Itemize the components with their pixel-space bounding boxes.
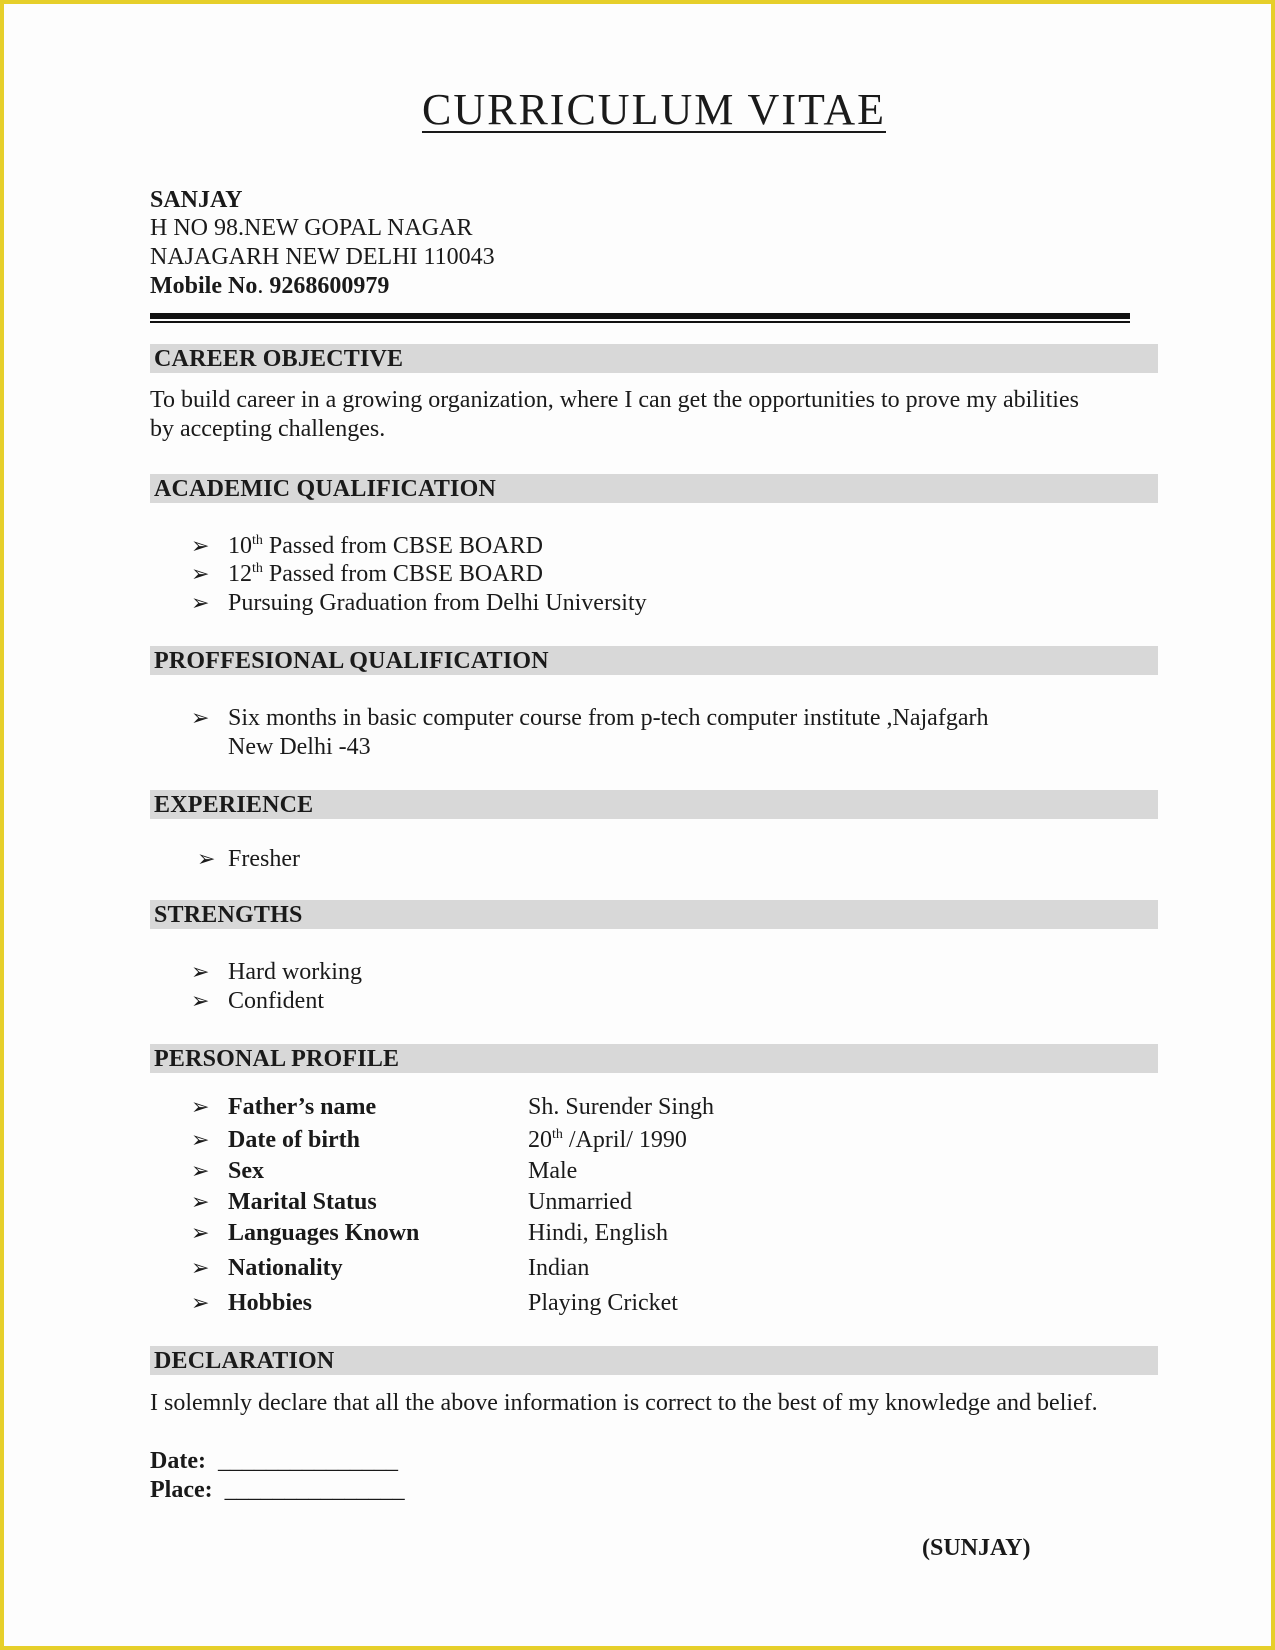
arrow-bullet-icon: ➢ bbox=[191, 1158, 210, 1183]
dob-month-year: /April/ 1990 bbox=[562, 1127, 687, 1153]
section-bar-declaration bbox=[150, 1346, 1158, 1375]
place-blank: _______________ bbox=[224, 1477, 405, 1503]
arrow-bullet-icon: ➢ bbox=[191, 705, 210, 730]
list-item: Fresher bbox=[228, 846, 300, 872]
fathers-name-label: Father’s name bbox=[228, 1094, 377, 1120]
section-heading: ACADEMIC QUALIFICATION bbox=[154, 476, 496, 502]
list-item bbox=[228, 560, 543, 588]
date-label: Date: bbox=[150, 1448, 206, 1474]
date-blank: _______________ bbox=[217, 1448, 398, 1474]
section-bar-professional bbox=[150, 646, 1158, 675]
section-bar-personal-profile bbox=[150, 1044, 1158, 1073]
list-item: Hard working bbox=[228, 959, 362, 985]
section-bar-experience bbox=[150, 790, 1158, 819]
section-heading: PERSONAL PROFILE bbox=[154, 1046, 400, 1072]
qualification-number: 10 bbox=[228, 533, 252, 559]
list-item: Confident bbox=[228, 988, 324, 1014]
arrow-bullet-icon: ➢ bbox=[191, 1290, 210, 1315]
section-heading: STRENGTHS bbox=[154, 902, 303, 928]
objective-line-1: To build career in a growing organization, where I can get the opportunities to prove my abilities bbox=[150, 387, 1079, 413]
section-bar-strengths bbox=[150, 900, 1158, 929]
arrow-bullet-icon: ➢ bbox=[191, 1094, 210, 1119]
address-line-1: H NO 98.NEW GOPAL NAGAR bbox=[150, 215, 473, 241]
qualification-number: 12 bbox=[228, 561, 252, 587]
arrow-bullet-icon: ➢ bbox=[191, 1189, 210, 1214]
declaration-text: I solemnly declare that all the above information is correct to the best of my knowledge and belief. bbox=[150, 1390, 1098, 1416]
arrow-bullet-icon: ➢ bbox=[191, 533, 210, 558]
place-line bbox=[150, 1476, 405, 1504]
address-line-2: NAJAGARH NEW DELHI 110043 bbox=[150, 244, 495, 270]
mobile-number: 9268600979 bbox=[263, 273, 390, 299]
header-divider-thin bbox=[150, 321, 1130, 323]
sex-value: Male bbox=[528, 1158, 578, 1184]
objective-line-2: by accepting challenges. bbox=[150, 416, 386, 442]
arrow-bullet-icon: ➢ bbox=[191, 590, 210, 615]
languages-label: Languages Known bbox=[228, 1220, 420, 1246]
languages-value: Hindi, English bbox=[528, 1220, 669, 1246]
section-heading: CAREER OBJECTIVE bbox=[154, 346, 404, 372]
document-title: CURRICULUM VITAE bbox=[421, 85, 886, 134]
marital-status-value: Unmarried bbox=[528, 1189, 632, 1215]
arrow-bullet-icon: ➢ bbox=[191, 959, 210, 984]
dob-day: 20 bbox=[528, 1127, 552, 1153]
section-heading: EXPERIENCE bbox=[154, 792, 314, 818]
arrow-bullet-icon: ➢ bbox=[191, 561, 210, 586]
arrow-bullet-icon: ➢ bbox=[197, 846, 216, 871]
candidate-name: SANJAY bbox=[150, 187, 243, 213]
fathers-name-value: Sh. Surender Singh bbox=[528, 1094, 714, 1120]
ordinal-suffix: th bbox=[552, 1127, 563, 1142]
nationality-label: Nationality bbox=[228, 1255, 343, 1281]
ordinal-suffix: th bbox=[252, 561, 263, 576]
header-divider-thick bbox=[150, 313, 1130, 319]
qualification-text: Passed from CBSE BOARD bbox=[262, 533, 543, 559]
mobile-label: Mobile No bbox=[150, 273, 258, 299]
list-item-continuation: New Delhi -43 bbox=[228, 734, 371, 760]
date-line bbox=[150, 1447, 398, 1475]
hobbies-label: Hobbies bbox=[228, 1290, 313, 1316]
mobile-line bbox=[150, 272, 389, 300]
place-label: Place: bbox=[150, 1477, 213, 1503]
ordinal-suffix: th bbox=[252, 533, 263, 548]
sex-label: Sex bbox=[228, 1158, 264, 1184]
list-item bbox=[228, 532, 543, 560]
arrow-bullet-icon: ➢ bbox=[191, 1255, 210, 1280]
section-heading: DECLARATION bbox=[154, 1348, 335, 1374]
hobbies-value: Playing Cricket bbox=[528, 1290, 678, 1316]
section-heading: PROFFESIONAL QUALIFICATION bbox=[154, 648, 549, 674]
arrow-bullet-icon: ➢ bbox=[191, 988, 210, 1013]
dob-label: Date of birth bbox=[228, 1127, 360, 1153]
dob-value bbox=[528, 1126, 687, 1154]
section-bar-academic bbox=[150, 474, 1158, 503]
nationality-value: Indian bbox=[528, 1255, 590, 1281]
signature-name: (SUNJAY) bbox=[922, 1535, 1031, 1561]
arrow-bullet-icon: ➢ bbox=[191, 1220, 210, 1245]
arrow-bullet-icon: ➢ bbox=[191, 1127, 210, 1152]
list-item: Six months in basic computer course from p-tech computer institute ,Najafgarh bbox=[228, 705, 989, 731]
marital-status-label: Marital Status bbox=[228, 1189, 377, 1215]
list-item: Pursuing Graduation from Delhi University bbox=[228, 590, 647, 616]
qualification-text: Passed from CBSE BOARD bbox=[262, 561, 543, 587]
mobile-separator: . bbox=[257, 273, 264, 299]
section-bar-career-objective bbox=[150, 344, 1158, 373]
